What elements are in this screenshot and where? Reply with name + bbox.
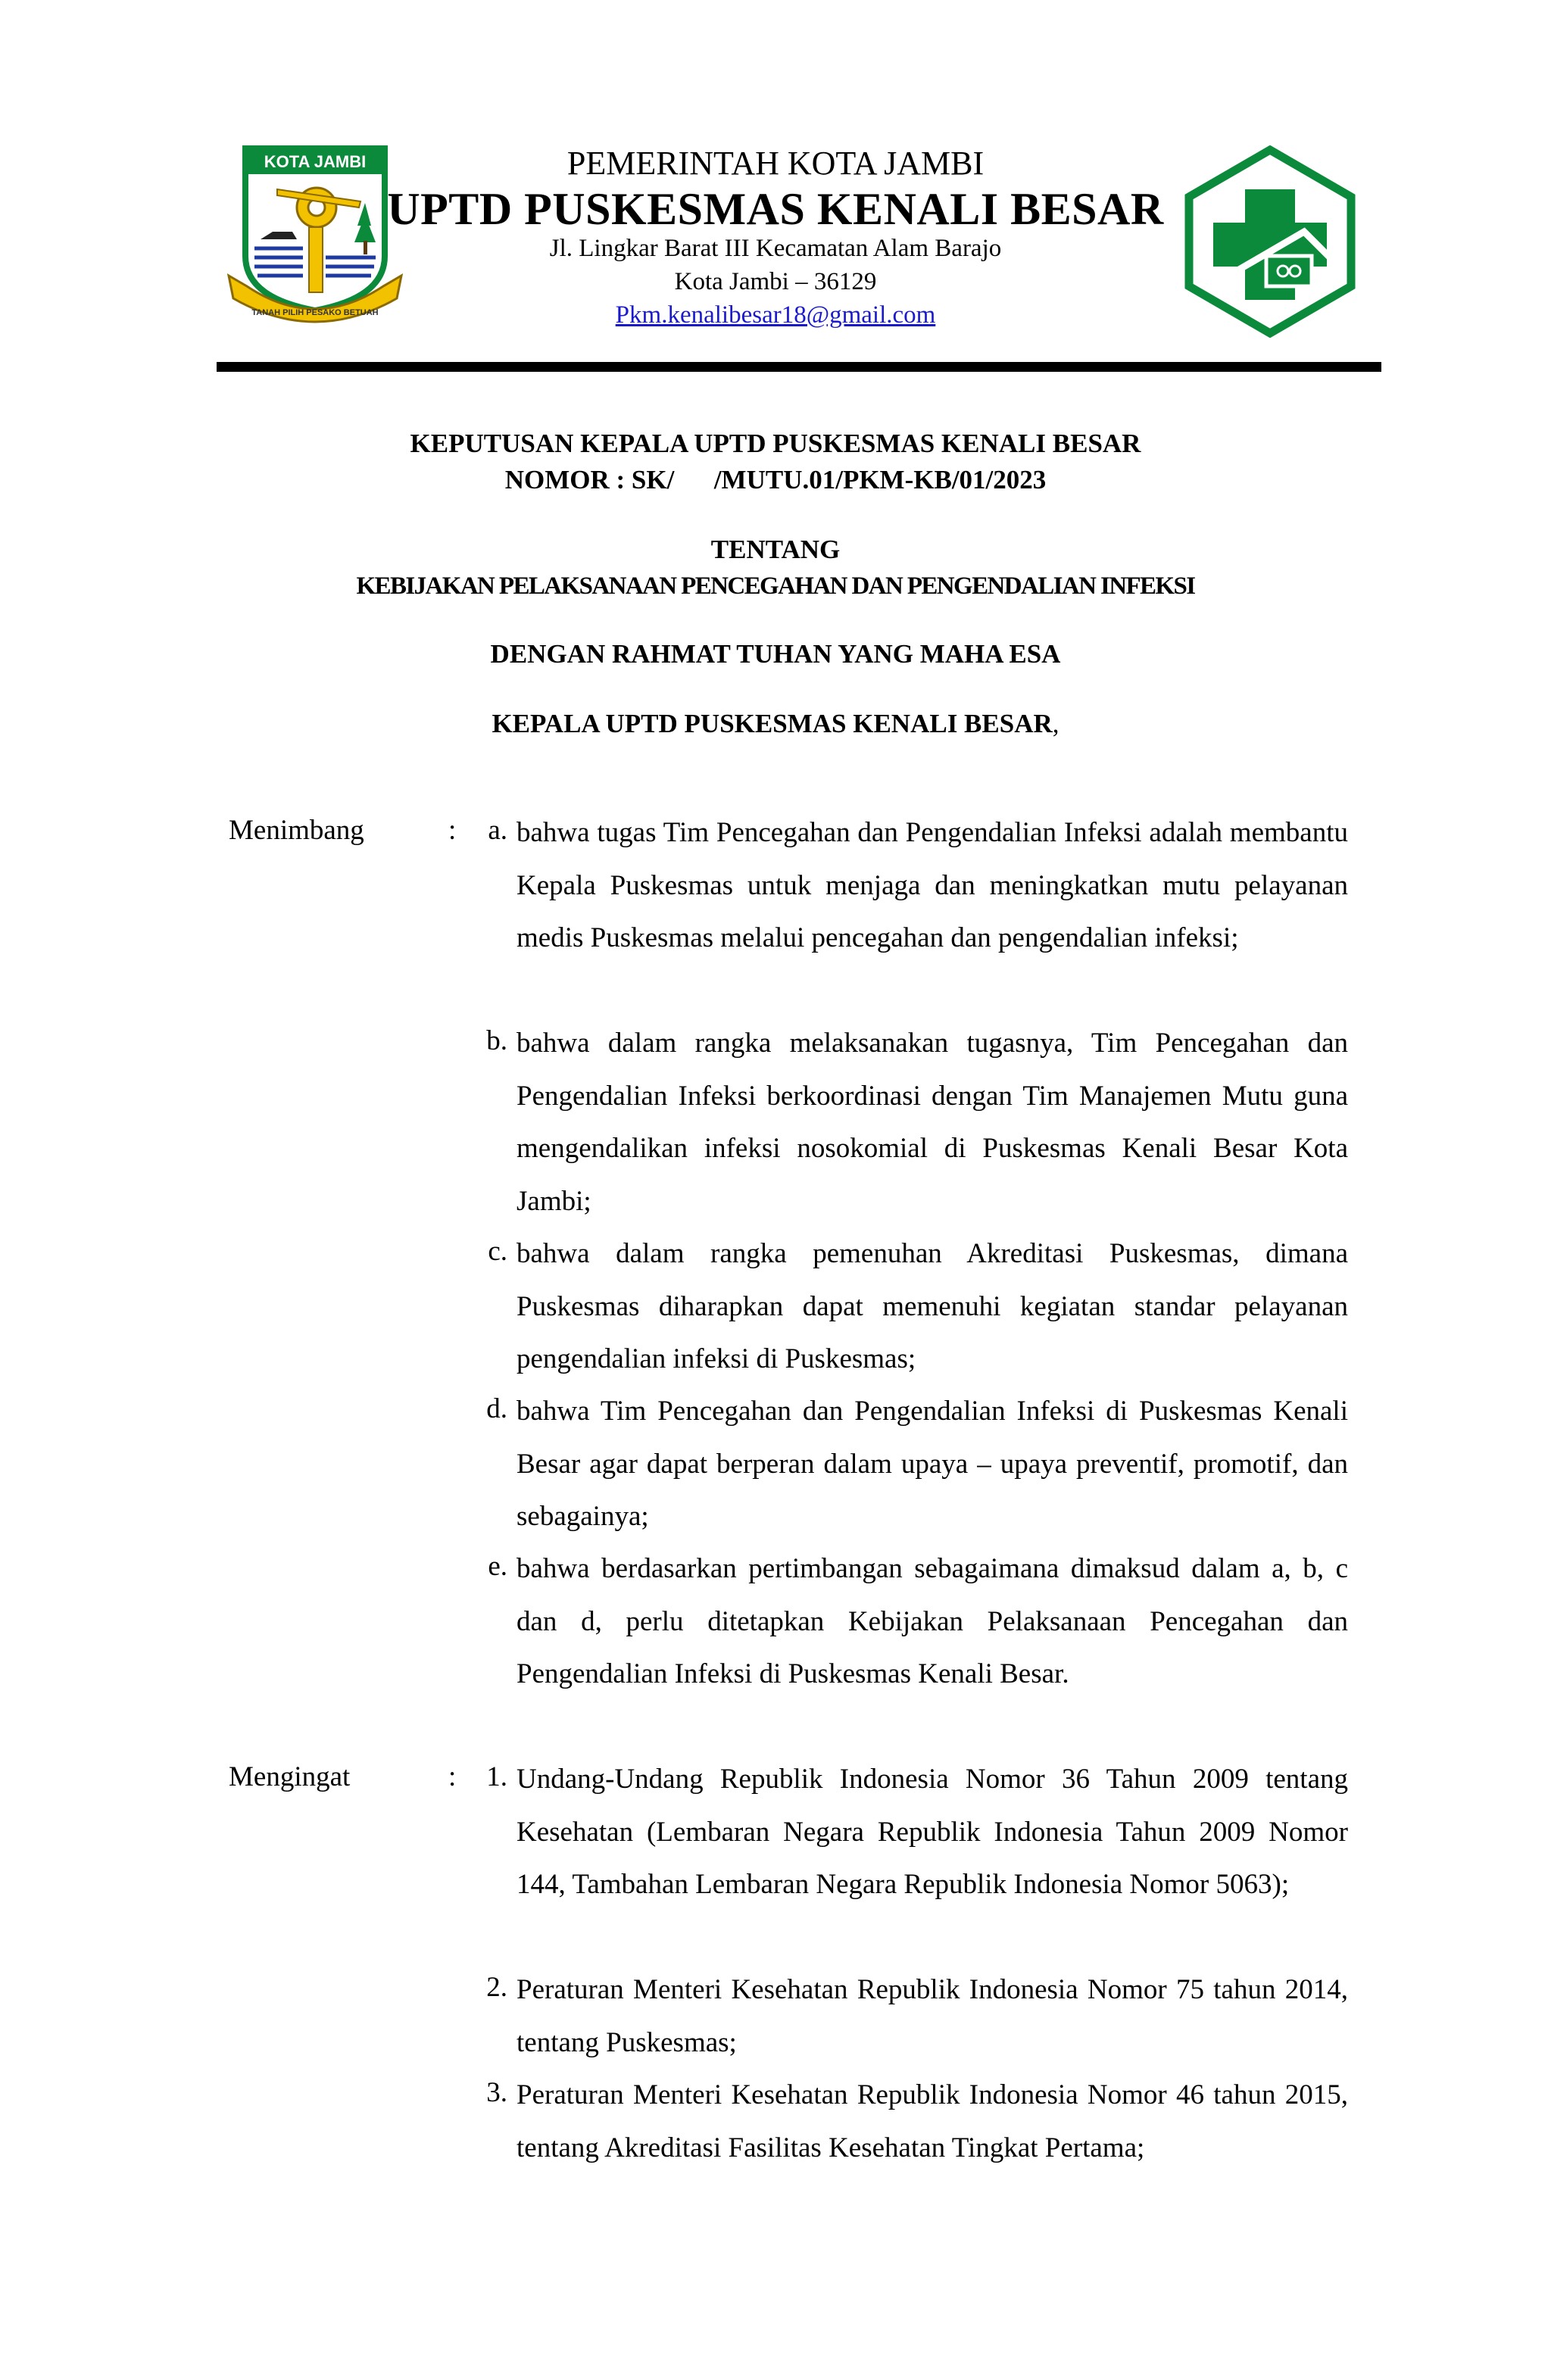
mengingat-item-3-marker: 3. [486, 2077, 507, 2108]
menimbang-item-c-marker: c. [488, 1236, 507, 1267]
letterhead-institution: UPTD PUSKESMAS KENALI BESAR [387, 184, 1164, 234]
menimbang-item-b-marker: b. [486, 1025, 507, 1056]
menimbang-item-c-text: bahwa dalam rangka pemenuhan Akreditasi Puskesmas, dimana Puskesmas diharapkan dapat memenuhi kegiatan standar pelayanan pengendalian infeksi di Puskesmas; [516, 1238, 1348, 1374]
decree-authority [0, 709, 1551, 739]
menimbang-label: Menimbang [229, 815, 364, 846]
menimbang-item-d-marker: d. [486, 1393, 507, 1424]
decree-number: NOMOR : SK/ /MUTU.01/PKM-KB/01/2023 [504, 465, 1047, 494]
decree-subject: KEBIJAKAN PELAKSANAAN PENCEGAHAN DAN PENGENDALIAN INFEKSI [356, 572, 1195, 600]
logo-text: KOTA JAMBI [264, 152, 367, 171]
menimbang-item-b-text: bahwa dalam rangka melaksanakan tugasnya, Tim Pencegahan dan Pengendalian Infeksi berkoordinasi dengan Tim Manajemen Mutu guna mengendalikan infeksi nosokomial di Puskesmas Kenali Besar Kota Jambi; [516, 1028, 1348, 1217]
mengingat-item-2-marker: 2. [486, 1972, 507, 2003]
mengingat-label: Mengingat [229, 1761, 351, 1792]
menimbang-colon: : [448, 815, 457, 846]
letterhead-government: PEMERINTAH KOTA JAMBI [566, 145, 985, 182]
menimbang-item-e-marker: e. [488, 1551, 507, 1582]
mengingat-colon: : [448, 1761, 457, 1792]
decree-authority-comma: , [1052, 709, 1059, 738]
decree-authority-text: KEPALA UPTD PUSKESMAS KENALI BESAR [492, 709, 1053, 738]
letterhead-email-link[interactable]: Pkm.kenalibesar18@gmail.com [615, 301, 936, 329]
menimbang-item-a-marker: a. [488, 815, 507, 846]
menimbang-item-e-text: bahwa berdasarkan pertimbangan sebagaimana dimaksud dalam a, b, c dan d, perlu ditetapkan Kebijakan Pelaksanaan Pencegahan dan Pengendalian Infeksi di Puskesmas Kenali Besar. [516, 1553, 1348, 1689]
mengingat-item-2-text: Peraturan Menteri Kesehatan Republik Indonesia Nomor 75 tahun 2014, tentang Puskesmas; [516, 1974, 1348, 2058]
letterhead-divider [217, 362, 1381, 372]
decree-about-label: TENTANG [710, 535, 841, 564]
menimbang-item-a-text: bahwa tugas Tim Pencegahan dan Pengendalian Infeksi adalah membantu Kepala Puskesmas untuk menjaga dan meningkatkan mutu pelayanan medis Puskesmas melalui pencegahan dan pengendalian infeksi; [516, 817, 1348, 953]
decree-invocation: DENGAN RAHMAT TUHAN YANG MAHA ESA [490, 639, 1061, 669]
letterhead-address: Jl. Lingkar Barat III Kecamatan Alam Barajo [549, 235, 1002, 262]
mengingat-item-1-marker: 1. [486, 1761, 507, 1792]
decree-title: KEPUTUSAN KEPALA UPTD PUSKESMAS KENALI BESAR [410, 429, 1141, 458]
menimbang-item-d-text: bahwa Tim Pencegahan dan Pengendalian Infeksi di Puskesmas Kenali Besar agar dapat berperan dalam upaya – upaya preventif, promotif, dan sebagainya; [516, 1396, 1348, 1532]
logo-motto: TANAH PILIH PESAKO BETUAH [251, 308, 379, 317]
mengingat-item-3-text: Peraturan Menteri Kesehatan Republik Indonesia Nomor 46 tahun 2015, tentang Akreditasi Fasilitas Kesehatan Tingkat Pertama; [516, 2079, 1348, 2163]
letterhead-city: Kota Jambi – 36129 [674, 268, 877, 295]
mengingat-item-1-text: Undang-Undang Republik Indonesia Nomor 36 Tahun 2009 tentang Kesehatan (Lembaran Negara Republik Indonesia Tahun 2009 Nomor 144, Tambahan Lembaran Negara Republik Indonesia Nomor 5063); [516, 1764, 1348, 1900]
